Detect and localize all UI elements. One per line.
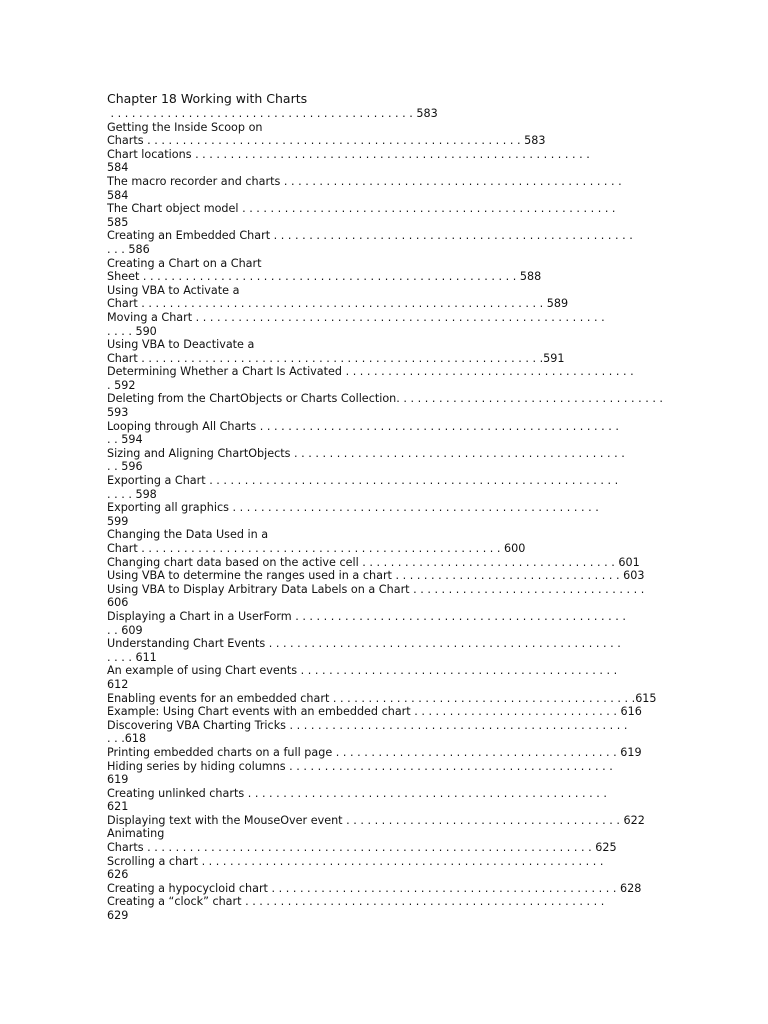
toc-line: Creating a Chart on a Chart (107, 256, 262, 270)
toc-line: . . . . . . . . . . . . . . . . . . . . . . . . . . . . . . . . . . . . . . . . . . . 583 (107, 107, 438, 120)
toc-line: Sheet . . . . . . . . . . . . . . . . . . . . . . . . . . . . . . . . . . . . . . . . . . . . . . . . . . . . . 588 (107, 270, 542, 284)
toc-line: 619 (107, 773, 129, 787)
toc-line: Changing the Data Used in a (107, 528, 269, 542)
chapter-heading: Chapter 18 Working with Charts (107, 91, 308, 106)
toc-line: Using VBA to determine the ranges used in a chart . . . . . . . . . . . . . . . . . . . . . . . . . . . . . . . . 603 (107, 569, 645, 583)
toc-line: Displaying text with the MouseOver event . . . . . . . . . . . . . . . . . . . . . . . . . . . . . . . . . . . . . . . 622 (107, 813, 645, 827)
toc-line: 599 (107, 514, 129, 528)
toc-line: An example of using Chart events . . . . . . . . . . . . . . . . . . . . . . . . . . . . . . . . . . . . . . . . . . . . . (107, 664, 618, 678)
toc-line: Example: Using Chart events with an embedded chart . . . . . . . . . . . . . . . . . . . . . . . . . . . . . 616 (107, 705, 642, 719)
toc-line: Displaying a Chart in a UserForm . . . . . . . . . . . . . . . . . . . . . . . . . . . . . . . . . . . . . . . . . . . . . . . (107, 609, 626, 623)
toc-line: Creating a “clock” chart . . . . . . . . . . . . . . . . . . . . . . . . . . . . . . . . . . . . . . . . . . . . . . . . . . . (107, 895, 605, 909)
toc-line: Using VBA to Deactivate a (107, 338, 255, 352)
toc-line: Determining Whether a Chart Is Activated . . . . . . . . . . . . . . . . . . . . . . . . . . . . . . . . . . . . . . . . . (107, 365, 634, 379)
toc-line: The macro recorder and charts . . . . . . . . . . . . . . . . . . . . . . . . . . . . . . . . . . . . . . . . . . . . . . . . (107, 174, 622, 188)
toc-line: Scrolling a chart . . . . . . . . . . . . . . . . . . . . . . . . . . . . . . . . . . . . . . . . . . . . . . . . . . . . . . . . . (107, 854, 604, 868)
toc-line: Charts . . . . . . . . . . . . . . . . . . . . . . . . . . . . . . . . . . . . . . . . . . . . . . . . . . . . . . . . . . . . . . . 625 (107, 841, 617, 855)
toc-line: Animating (107, 827, 165, 841)
toc-line: Getting the Inside Scoop on (107, 120, 263, 134)
toc-line: 593 (107, 406, 129, 420)
toc-line: Changing chart data based on the active cell . . . . . . . . . . . . . . . . . . . . . . . . . . . . . . . . . . . . 601 (107, 555, 640, 569)
toc-line: Chart locations . . . . . . . . . . . . . . . . . . . . . . . . . . . . . . . . . . . . . . . . . . . . . . . . . . . . . . . . (107, 147, 590, 161)
toc-line: Discovering VBA Charting Tricks . . . . . . . . . . . . . . . . . . . . . . . . . . . . . . . . . . . . . . . . . . . . . . . . (107, 718, 628, 732)
toc-line: 612 (107, 677, 129, 691)
toc-line: Looping through All Charts . . . . . . . . . . . . . . . . . . . . . . . . . . . . . . . . . . . . . . . . . . . . . . . . . . . (107, 419, 619, 433)
toc-line: 584 (107, 188, 129, 202)
toc-line: . . . . 590 (107, 324, 157, 338)
toc-line: Deleting from the ChartObjects or Charts Collection. . . . . . . . . . . . . . . . . . . . . . . . . . . . . . . . . . . . . . (107, 392, 663, 406)
toc-line: Sizing and Aligning ChartObjects . . . . . . . . . . . . . . . . . . . . . . . . . . . . . . . . . . . . . . . . . . . . . . . (107, 446, 625, 460)
toc-line: 621 (107, 800, 129, 814)
toc-line: . . . 586 (107, 242, 150, 256)
toc-line: The Chart object model . . . . . . . . . . . . . . . . . . . . . . . . . . . . . . . . . . . . . . . . . . . . . . . . . . . . . (107, 202, 616, 216)
toc-line: Enabling events for an embedded chart . . . . . . . . . . . . . . . . . . . . . . . . . . . . . . . . . . . . . . . . . . .615 (107, 691, 657, 705)
toc-line: 629 (107, 909, 129, 923)
toc-line: Creating unlinked charts . . . . . . . . . . . . . . . . . . . . . . . . . . . . . . . . . . . . . . . . . . . . . . . . . . . (107, 786, 607, 800)
toc-line: . . 596 (107, 460, 143, 474)
toc-line: Using VBA to Display Arbitrary Data Labels on a Chart . . . . . . . . . . . . . . . . . . . . . . . . . . . . . . . . . (107, 582, 645, 596)
toc-line: Hiding series by hiding columns . . . . . . . . . . . . . . . . . . . . . . . . . . . . . . . . . . . . . . . . . . . . . . (107, 759, 613, 773)
toc-line: Understanding Chart Events . . . . . . . . . . . . . . . . . . . . . . . . . . . . . . . . . . . . . . . . . . . . . . . . . . (107, 637, 621, 651)
toc-line: Exporting all graphics . . . . . . . . . . . . . . . . . . . . . . . . . . . . . . . . . . . . . . . . . . . . . . . . . . . . (107, 501, 599, 515)
toc-line: Chart . . . . . . . . . . . . . . . . . . . . . . . . . . . . . . . . . . . . . . . . . . . . . . . . . . . 600 (107, 542, 526, 555)
toc-line: Creating a hypocycloid chart . . . . . . . . . . . . . . . . . . . . . . . . . . . . . . . . . . . . . . . . . . . . . . . . . 628 (107, 881, 642, 895)
toc-line: Printing embedded charts on a full page . . . . . . . . . . . . . . . . . . . . . . . . . . . . . . . . . . . . . . . . 619 (107, 745, 642, 759)
toc-line: Creating an Embedded Chart . . . . . . . . . . . . . . . . . . . . . . . . . . . . . . . . . . . . . . . . . . . . . . . . . . . (107, 229, 633, 243)
toc-line: Exporting a Chart . . . . . . . . . . . . . . . . . . . . . . . . . . . . . . . . . . . . . . . . . . . . . . . . . . . . . . . . . . (107, 474, 619, 488)
toc-line: 626 (107, 868, 129, 882)
toc-line: Charts . . . . . . . . . . . . . . . . . . . . . . . . . . . . . . . . . . . . . . . . . . . . . . . . . . . . . 583 (107, 134, 546, 148)
toc-line: . . . . 611 (107, 650, 157, 664)
toc-line: Using VBA to Activate a (107, 283, 240, 297)
toc-line: Moving a Chart . . . . . . . . . . . . . . . . . . . . . . . . . . . . . . . . . . . . . . . . . . . . . . . . . . . . . . . . . . (107, 310, 605, 324)
toc-line: . . 609 (107, 623, 143, 637)
toc-line: . . 594 (107, 433, 143, 447)
toc-line: Chart . . . . . . . . . . . . . . . . . . . . . . . . . . . . . . . . . . . . . . . . . . . . . . . . . . . . . . . . . 589 (107, 297, 569, 311)
toc-line: 585 (107, 215, 129, 229)
toc-line: . . . . 598 (107, 487, 157, 501)
toc-line: Chart . . . . . . . . . . . . . . . . . . . . . . . . . . . . . . . . . . . . . . . . . . . . . . . . . . . . . . . . .591 (107, 351, 565, 365)
toc-line: . 592 (107, 378, 136, 392)
toc-line: 584 (107, 161, 129, 175)
toc-line: 606 (107, 596, 129, 610)
table-of-contents (107, 107, 667, 923)
toc-line: . . .618 (107, 732, 147, 746)
